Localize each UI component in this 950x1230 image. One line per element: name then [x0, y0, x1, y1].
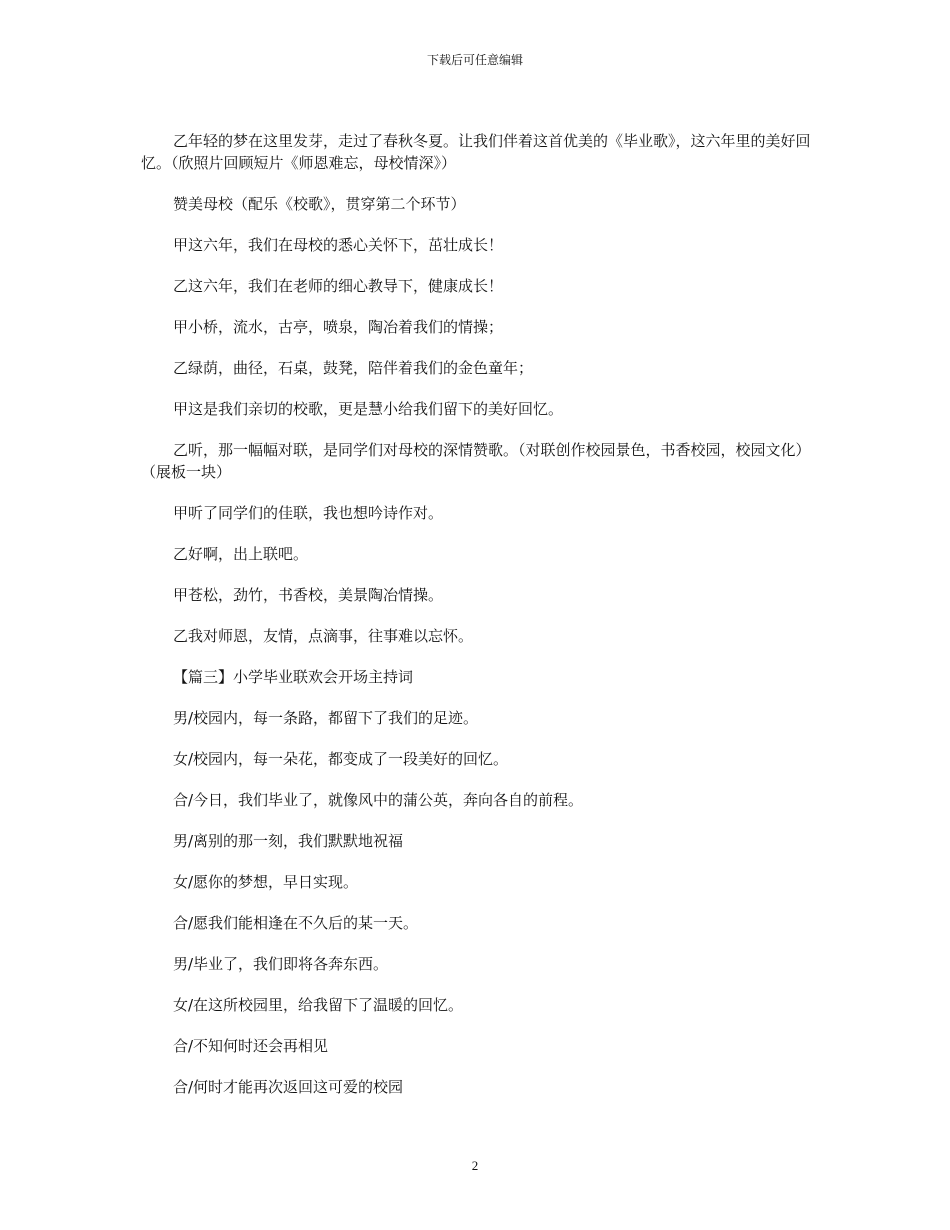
paragraph: 乙这六年，我们在老师的细心教导下，健康成长！: [173, 277, 504, 295]
paragraph: 甲这是我们亲切的校歌，更是慧小给我们留下的美好回忆。: [173, 400, 564, 418]
paragraph: 乙我对师恩，友情，点滴事，往事难以忘怀。: [173, 627, 474, 645]
paragraph: 甲这六年，我们在母校的悉心关怀下，茁壮成长！: [173, 236, 504, 254]
paragraph: 甲小桥，流水，古亭，喷泉，陶冶着我们的情操；: [173, 318, 504, 336]
paragraph: 男/离别的那一刻，我们默默地祝福: [173, 832, 404, 850]
paragraph: 乙好啊，出上联吧。: [173, 545, 309, 563]
paragraph: 男/毕业了，我们即将各奔东西。: [173, 955, 389, 973]
paragraph: 甲听了同学们的佳联，我也想吟诗作对。: [173, 504, 444, 522]
paragraph: 合/不知何时还会再相见: [173, 1037, 329, 1055]
page-header: 下载后可任意编辑: [426, 53, 523, 67]
paragraph: 合/愿我们能相逢在不久后的某一天。: [173, 914, 419, 932]
page-number: 2: [471, 1158, 479, 1173]
paragraph: 女/在这所校园里，给我留下了温暖的回忆。: [173, 996, 464, 1014]
paragraph: 合/何时才能再次返回这可爱的校园: [173, 1078, 404, 1096]
paragraph: 男/校园内，每一条路，都留下了我们的足迹。: [173, 709, 479, 727]
paragraph: 甲苍松，劲竹，书香校，美景陶冶情操。: [173, 586, 444, 604]
paragraph: 女/校园内，每一朵花，都变成了一段美好的回忆。: [173, 750, 509, 768]
paragraph: 赞美母校（配乐《校歌》，贯穿第二个环节）: [173, 195, 466, 213]
paragraph: 乙听，那一幅幅对联，是同学们对母校的深情赞歌。（对联创作校园景色，书香校园，校园文化）（展板一块）: [141, 441, 811, 481]
paragraph: 乙绿荫，曲径，石桌，鼓凳，陪伴着我们的金色童年；: [173, 359, 534, 377]
document-body: [141, 130, 811, 1117]
paragraph: 合/今日，我们毕业了，就像风中的蒲公英，奔向各自的前程。: [173, 791, 584, 809]
section-heading: 【篇三】小学毕业联欢会开场主持词: [173, 668, 414, 686]
paragraph: 乙年轻的梦在这里发芽，走过了春秋冬夏。让我们伴着这首优美的《毕业歌》，这六年里的美好回忆。（欣照片回顾短片《师恩难忘，母校情深》）: [141, 132, 811, 172]
paragraph: 女/愿你的梦想，早日实现。: [173, 873, 359, 891]
